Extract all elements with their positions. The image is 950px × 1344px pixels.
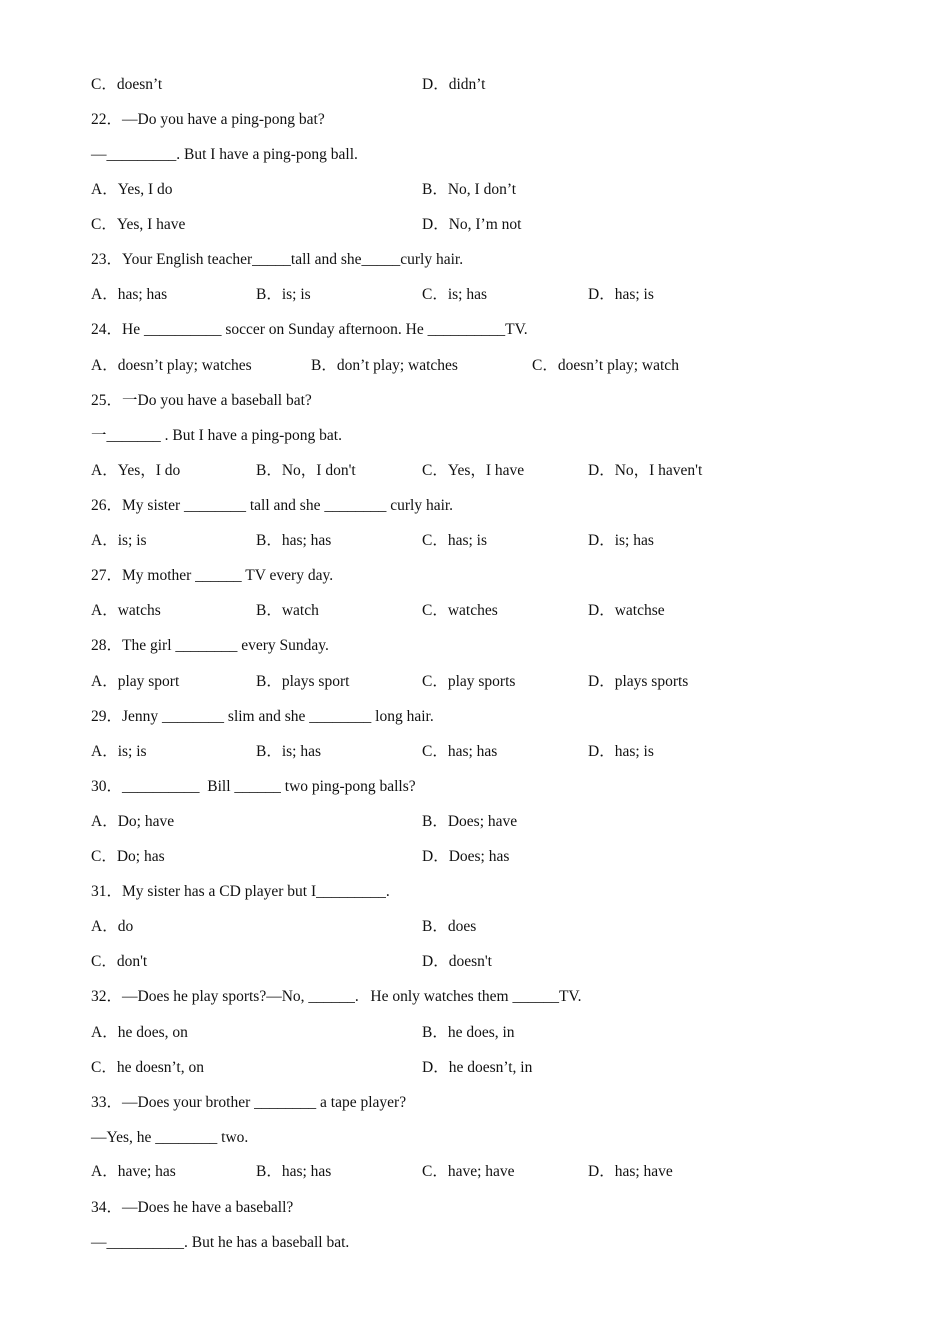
q33-response: —Yes, he ________ two.	[91, 1129, 249, 1146]
q23-option-d: D．has; is	[588, 286, 654, 303]
q23-option-b: B．is; is	[256, 286, 311, 303]
q29-option-a: A．is; is	[91, 743, 147, 760]
q31-option-b: B．does	[422, 918, 477, 935]
q32-stem: 32．—Does he play sports?—No, ______. He only watches them ______TV.	[91, 988, 582, 1005]
q30-option-b: B．Does; have	[422, 813, 518, 830]
q32-option-a: A．he does, on	[91, 1024, 188, 1041]
q24-stem: 24．He __________ soccer on Sunday afternoon. He __________TV.	[91, 321, 528, 338]
q29-option-b: B．is; has	[256, 743, 322, 760]
q33-option-a: A．have; has	[91, 1163, 176, 1180]
q22-option-c: C．Yes, I have	[91, 216, 186, 233]
q26-option-a: A．is; is	[91, 532, 147, 549]
q27-option-d: D．watchse	[588, 602, 665, 619]
q22-response: —_________. But I have a ping-pong ball.	[91, 146, 358, 163]
q25-response: 一_______ . But I have a ping-pong bat.	[91, 427, 342, 444]
q21-option-d: D．didn’t	[422, 76, 486, 93]
q32-option-c: C．he doesn’t, on	[91, 1059, 204, 1076]
q23-option-c: C．is; has	[422, 286, 488, 303]
q27-option-a: A．watchs	[91, 602, 161, 619]
q28-option-c: C．play sports	[422, 673, 516, 690]
q29-stem: 29．Jenny ________ slim and she ________ long hair.	[91, 708, 434, 725]
q22-option-d: D．No, I’m not	[422, 216, 522, 233]
q23-stem: 23．Your English teacher_____tall and she_____curly hair.	[91, 251, 464, 268]
q27-stem: 27．My mother ______ TV every day.	[91, 567, 334, 584]
q25-option-a: A．Yes，I do	[91, 462, 181, 479]
q28-stem: 28．The girl ________ every Sunday.	[91, 637, 329, 654]
q33-option-d: D．has; have	[588, 1163, 673, 1180]
q27-option-c: C．watches	[422, 602, 498, 619]
q26-option-d: D．is; has	[588, 532, 654, 549]
q26-stem: 26．My sister ________ tall and she ________ curly hair.	[91, 497, 454, 514]
q33-stem: 33．—Does your brother ________ a tape player?	[91, 1094, 407, 1111]
q29-option-c: C．has; has	[422, 743, 498, 760]
q31-option-a: A．do	[91, 918, 134, 935]
q34-stem: 34．—Does he have a baseball?	[91, 1199, 294, 1216]
q24-option-a: A．doesn’t play; watches	[91, 357, 252, 374]
q30-option-d: D．Does; has	[422, 848, 510, 865]
q24-option-b: B．don’t play; watches	[311, 357, 458, 374]
q26-option-b: B．has; has	[256, 532, 332, 549]
q30-option-c: C．Do; has	[91, 848, 165, 865]
q33-option-c: C．have; have	[422, 1163, 515, 1180]
q28-option-a: A．play sport	[91, 673, 180, 690]
q30-stem: 30．__________ Bill ______ two ping-pong balls?	[91, 778, 416, 795]
q32-option-d: D．he doesn’t, in	[422, 1059, 533, 1076]
q31-option-d: D．doesn't	[422, 953, 492, 970]
q31-option-c: C．don't	[91, 953, 148, 970]
q22-option-a: A．Yes, I do	[91, 181, 173, 198]
q27-option-b: B．watch	[256, 602, 319, 619]
q29-option-d: D．has; is	[588, 743, 654, 760]
q25-option-d: D．No，I haven't	[588, 462, 703, 479]
q31-stem: 31．My sister has a CD player but I_________.	[91, 883, 390, 900]
q25-stem: 25．一Do you have a baseball bat?	[91, 392, 312, 409]
q25-option-c: C．Yes，I have	[422, 462, 525, 479]
q34-response: —__________. But he has a baseball bat.	[91, 1234, 350, 1251]
q30-option-a: A．Do; have	[91, 813, 175, 830]
q33-option-b: B．has; has	[256, 1163, 332, 1180]
q21-option-c: C．doesn’t	[91, 76, 163, 93]
q32-option-b: B．he does, in	[422, 1024, 515, 1041]
q24-option-c: C．doesn’t play; watch	[532, 357, 679, 374]
q28-option-d: D．plays sports	[588, 673, 689, 690]
q22-option-b: B．No, I don’t	[422, 181, 517, 198]
q23-option-a: A．has; has	[91, 286, 168, 303]
q25-option-b: B．No，I don't	[256, 462, 356, 479]
q22-stem: 22．—Do you have a ping-pong bat?	[91, 111, 325, 128]
q28-option-b: B．plays sport	[256, 673, 350, 690]
q26-option-c: C．has; is	[422, 532, 488, 549]
